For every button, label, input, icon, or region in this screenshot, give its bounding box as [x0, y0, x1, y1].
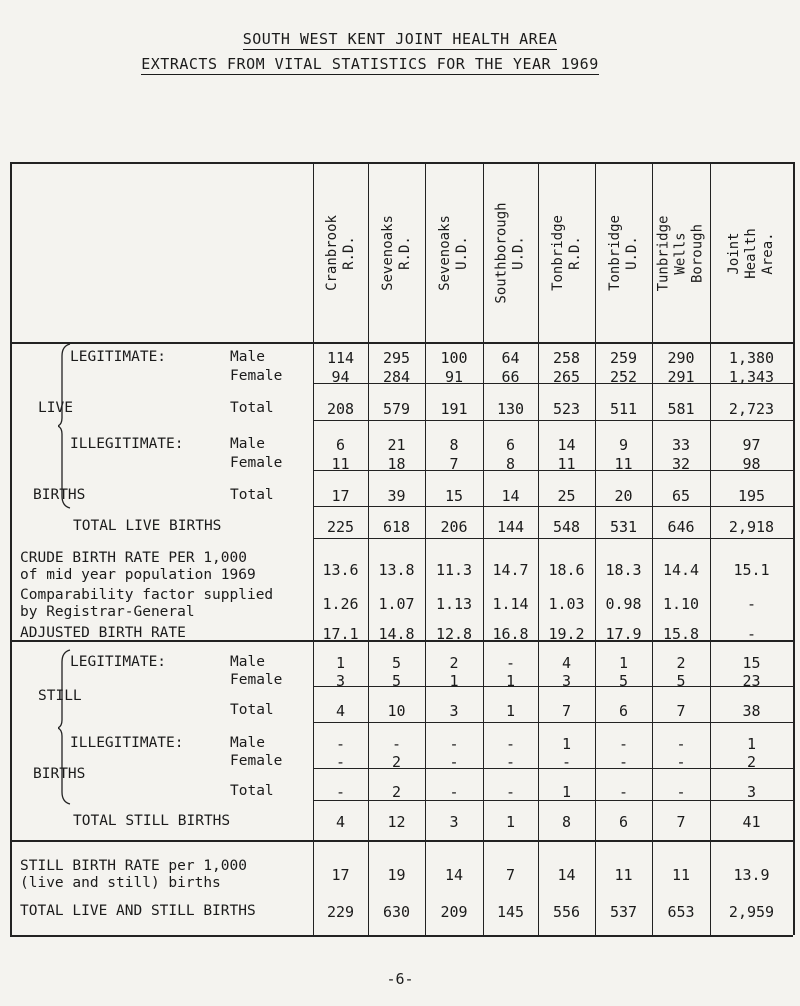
table-cell: 3: [449, 813, 459, 831]
table-cell: 209: [440, 903, 468, 921]
column-header-line: U.D.: [510, 236, 527, 270]
table-cell: 2,723: [728, 400, 775, 418]
table-cell: 291: [667, 368, 695, 386]
table-cell: 39: [387, 487, 406, 505]
table-cell: 1: [505, 813, 516, 831]
table-cell: 1: [618, 654, 629, 672]
live-births-label-1: LIVE: [38, 400, 73, 416]
column-header-line: Tunbridge: [655, 215, 672, 291]
table-cell: 13.9: [733, 866, 770, 884]
table-cell: 511: [609, 400, 638, 418]
table-cell: 5: [618, 672, 629, 690]
table-cell: 91: [444, 368, 464, 386]
row-rule: [313, 538, 793, 539]
live-legit-brace: [58, 340, 72, 510]
table-cell: 8: [449, 436, 459, 454]
table-cell: 531: [609, 518, 638, 536]
table-cell: 618: [382, 518, 411, 536]
table-left-border: [10, 162, 12, 935]
table-cell: 1.14: [492, 595, 529, 613]
table-cell: 7: [676, 813, 686, 831]
column-header-line: Tonbridge: [549, 215, 566, 291]
table-cell: 1: [561, 783, 572, 801]
table-cell: -: [618, 735, 629, 753]
column-header-line: Tonbridge: [606, 215, 623, 291]
column-header: [652, 168, 710, 338]
column-header-line: Joint: [725, 231, 742, 275]
table-cell: 206: [440, 518, 468, 536]
table-cell: 13.8: [378, 561, 415, 579]
table-cell: 5: [391, 654, 402, 672]
table-cell: 6: [335, 436, 346, 454]
table-cell: 523: [552, 400, 581, 418]
column-header: [710, 168, 793, 338]
table-cell: 94: [331, 368, 350, 386]
table-cell: 1: [505, 702, 516, 720]
table-cell: 0.98: [605, 595, 642, 613]
crude-birth-rate-label-2: of mid year population 1969: [20, 567, 256, 583]
still-legit-male-label: Male: [230, 654, 265, 670]
table-cell: 14.7: [492, 561, 529, 579]
live-legit-male-label: Male: [230, 349, 265, 365]
still-illeg-male-label: Male: [230, 735, 265, 751]
page-title: SOUTH WEST KENT JOINT HEALTH AREA: [242, 30, 558, 48]
table-cell: 1: [746, 735, 757, 753]
table-cell: 1: [561, 735, 572, 753]
table-cell: 32: [671, 455, 691, 473]
still-illeg-female-label: Female: [230, 753, 283, 769]
table-cell: 11: [557, 455, 576, 473]
table-cell: 8: [561, 813, 572, 831]
table-cell: 98: [742, 455, 761, 473]
table-cell: 11: [614, 866, 633, 884]
table-cell: 38: [742, 702, 761, 720]
comparability-label-2: by Registrar-General: [20, 604, 195, 620]
table-cell: 208: [326, 400, 355, 418]
column-header-line: R.D.: [396, 236, 413, 270]
table-cell: 556: [552, 903, 581, 921]
total-live-births-label: TOTAL LIVE BIRTHS: [73, 518, 222, 534]
table-cell: 4: [335, 813, 346, 831]
table-cell: 1: [505, 672, 516, 690]
column-header: [313, 168, 368, 338]
table-cell: -: [746, 625, 757, 643]
column-header-line: Sevenoaks: [379, 215, 396, 291]
table-cell: 100: [440, 349, 468, 367]
table-cell: -: [335, 783, 346, 801]
table-cell: -: [676, 753, 686, 771]
table-cell: 7: [561, 702, 572, 720]
table-cell: 130: [496, 400, 525, 418]
table-cell: 5: [391, 672, 402, 690]
table-cell: 23: [742, 672, 761, 690]
table-cell: 11.3: [435, 561, 473, 579]
column-header: [483, 168, 538, 338]
table-cell: 191: [440, 400, 468, 418]
table-cell: 65: [671, 487, 691, 505]
table-cell: 1.13: [435, 595, 473, 613]
table-cell: 6: [618, 702, 629, 720]
table-cell: 11: [331, 455, 350, 473]
table-cell: 295: [382, 349, 411, 367]
table-cell: 581: [667, 400, 695, 418]
table-cell: -: [449, 735, 459, 753]
still-illegitimate-label: ILLEGITIMATE:: [70, 735, 184, 751]
still-legit-female-label: Female: [230, 672, 283, 688]
live-illeg-female-label: Female: [230, 455, 283, 471]
table-cell: 7: [449, 455, 459, 473]
table-bottom-border: [10, 935, 793, 937]
table-cell: 4: [335, 702, 346, 720]
table-cell: 3: [335, 672, 346, 690]
still-births-label-2: BIRTHS: [33, 766, 86, 782]
total-live-and-still-label: TOTAL LIVE AND STILL BIRTHS: [20, 903, 256, 919]
table-cell: 195: [737, 487, 766, 505]
crude-birth-rate-label-1: CRUDE BIRTH RATE PER 1,000: [20, 550, 247, 566]
table-cell: 25: [557, 487, 576, 505]
column-header: [538, 168, 595, 338]
column-header-line: U.D.: [454, 236, 471, 270]
table-cell: 17: [331, 487, 350, 505]
table-cell: 15.8: [662, 625, 700, 643]
table-cell: 290: [667, 349, 695, 367]
column-header-line: R.D.: [566, 236, 583, 270]
table-cell: 66: [501, 368, 520, 386]
table-top-border: [10, 162, 793, 164]
table-cell: 14: [444, 866, 464, 884]
table-cell: -: [449, 753, 459, 771]
table-cell: 8: [505, 455, 516, 473]
table-cell: 6: [618, 813, 629, 831]
table-cell: 1,343: [728, 368, 775, 386]
still-legitimate-label: LEGITIMATE:: [70, 654, 167, 670]
table-cell: 646: [667, 518, 695, 536]
live-legit-total-label: Total: [230, 400, 274, 416]
table-cell: 9: [618, 436, 629, 454]
table-cell: 2,959: [728, 903, 775, 921]
table-cell: 145: [496, 903, 525, 921]
table-cell: 14: [501, 487, 520, 505]
table-cell: 11: [671, 866, 691, 884]
table-cell: 1.10: [662, 595, 700, 613]
table-cell: 14: [557, 866, 576, 884]
live-legitimate-label: LEGITIMATE:: [70, 349, 167, 365]
table-cell: -: [505, 783, 516, 801]
table-cell: 2: [449, 654, 459, 672]
table-cell: 259: [609, 349, 638, 367]
table-cell: 265: [552, 368, 581, 386]
table-cell: 3: [449, 702, 459, 720]
table-cell: 2: [391, 783, 402, 801]
table-cell: -: [618, 753, 629, 771]
still-legit-brace: [58, 646, 72, 806]
table-cell: -: [746, 595, 757, 613]
section-rule: [10, 840, 793, 842]
table-cell: -: [505, 735, 516, 753]
table-cell: -: [618, 783, 629, 801]
table-cell: 18.6: [548, 561, 585, 579]
table-cell: 14: [557, 436, 576, 454]
column-header-line: Southborough: [493, 202, 510, 304]
table-cell: 653: [667, 903, 695, 921]
table-cell: 258: [552, 349, 581, 367]
table-cell: 33: [671, 436, 691, 454]
page-number: -6-: [386, 970, 414, 988]
table-cell: 144: [496, 518, 525, 536]
row-rule: [313, 506, 793, 507]
table-cell: -: [505, 654, 516, 672]
still-birth-rate-label-1: STILL BIRTH RATE per 1,000: [20, 858, 247, 874]
table-cell: 20: [614, 487, 633, 505]
table-cell: 537: [609, 903, 638, 921]
table-cell: 2,918: [728, 518, 775, 536]
table-cell: 2: [676, 654, 686, 672]
column-header-line: Cranbrook: [323, 215, 340, 291]
table-cell: -: [391, 735, 402, 753]
table-cell: 4: [561, 654, 572, 672]
table-cell: 13.6: [322, 561, 359, 579]
table-cell: -: [676, 783, 686, 801]
column-header-line: R.D.: [340, 236, 357, 270]
column-header: [595, 168, 652, 338]
table-cell: 12.8: [435, 625, 473, 643]
column-header-line: Sevenoaks: [437, 215, 454, 291]
table-cell: 3: [746, 783, 757, 801]
table-cell: 3: [561, 672, 572, 690]
live-illeg-male-label: Male: [230, 436, 265, 452]
table-cell: 15.1: [733, 561, 770, 579]
table-cell: 1.03: [548, 595, 585, 613]
table-cell: 11: [614, 455, 633, 473]
table-cell: 17.9: [605, 625, 642, 643]
live-illegitimate-label: ILLEGITIMATE:: [70, 436, 184, 452]
table-cell: 14.4: [662, 561, 700, 579]
row-rule: [313, 722, 793, 723]
live-illeg-total-label: Total: [230, 487, 274, 503]
table-cell: -: [676, 735, 686, 753]
still-legit-total-label: Total: [230, 702, 274, 718]
page-subtitle: EXTRACTS FROM VITAL STATISTICS FOR THE YEAR 1969: [141, 55, 599, 73]
table-cell: 15: [444, 487, 464, 505]
table-cell: -: [561, 753, 572, 771]
table-cell: 1: [335, 654, 346, 672]
live-births-label-2: BIRTHS: [33, 487, 86, 503]
row-rule: [313, 420, 793, 421]
table-cell: 7: [676, 702, 686, 720]
table-cell: 1.26: [322, 595, 359, 613]
table-cell: 21: [387, 436, 406, 454]
table-cell: 5: [676, 672, 686, 690]
column-header-line: Area.: [759, 231, 776, 275]
still-birth-rate-label-2: (live and still) births: [20, 875, 221, 891]
table-cell: 579: [382, 400, 411, 418]
table-cell: -: [335, 735, 346, 753]
live-legit-female-label: Female: [230, 368, 283, 384]
table-cell: 548: [552, 518, 581, 536]
table-cell: 1: [449, 672, 459, 690]
table-cell: 7: [505, 866, 516, 884]
table-cell: 2: [391, 753, 402, 771]
table-cell: 18: [387, 455, 406, 473]
table-cell: 225: [326, 518, 355, 536]
table-cell: 1,380: [728, 349, 775, 367]
column-header-line: Wells: [672, 231, 689, 275]
column-header-line: U.D.: [623, 236, 640, 270]
table-cell: 64: [501, 349, 520, 367]
table-cell: 12: [387, 813, 406, 831]
table-cell: 10: [387, 702, 406, 720]
table-cell: 15: [742, 654, 761, 672]
table-cell: -: [449, 783, 459, 801]
table-cell: 41: [742, 813, 761, 831]
table-cell: 19.2: [548, 625, 585, 643]
table-cell: 2: [746, 753, 757, 771]
table-cell: -: [505, 753, 516, 771]
table-cell: 252: [609, 368, 638, 386]
table-cell: 284: [382, 368, 411, 386]
column-header-line: Borough: [689, 223, 706, 283]
table-cell: -: [335, 753, 346, 771]
total-still-births-label: TOTAL STILL BIRTHS: [73, 813, 231, 829]
adjusted-birth-rate-label: ADJUSTED BIRTH RATE: [20, 625, 186, 641]
table-cell: 630: [382, 903, 411, 921]
table-cell: 6: [505, 436, 516, 454]
table-cell: 18.3: [605, 561, 642, 579]
column-header-line: Health: [742, 227, 759, 279]
column-header: [425, 168, 483, 338]
table-cell: 17: [331, 866, 350, 884]
table-cell: 16.8: [492, 625, 529, 643]
table-right-border: [793, 162, 795, 935]
table-cell: 114: [326, 349, 355, 367]
still-births-label-1: STILL: [38, 688, 82, 704]
section-rule: [10, 342, 793, 344]
still-illeg-total-label: Total: [230, 783, 274, 799]
table-cell: 97: [742, 436, 761, 454]
table-cell: 229: [326, 903, 355, 921]
comparability-label-1: Comparability factor supplied: [20, 587, 274, 603]
table-cell: 19: [387, 866, 406, 884]
table-cell: 17.1: [322, 625, 359, 643]
table-cell: 1.07: [378, 595, 415, 613]
table-cell: 14.8: [378, 625, 415, 643]
column-header: [368, 168, 425, 338]
